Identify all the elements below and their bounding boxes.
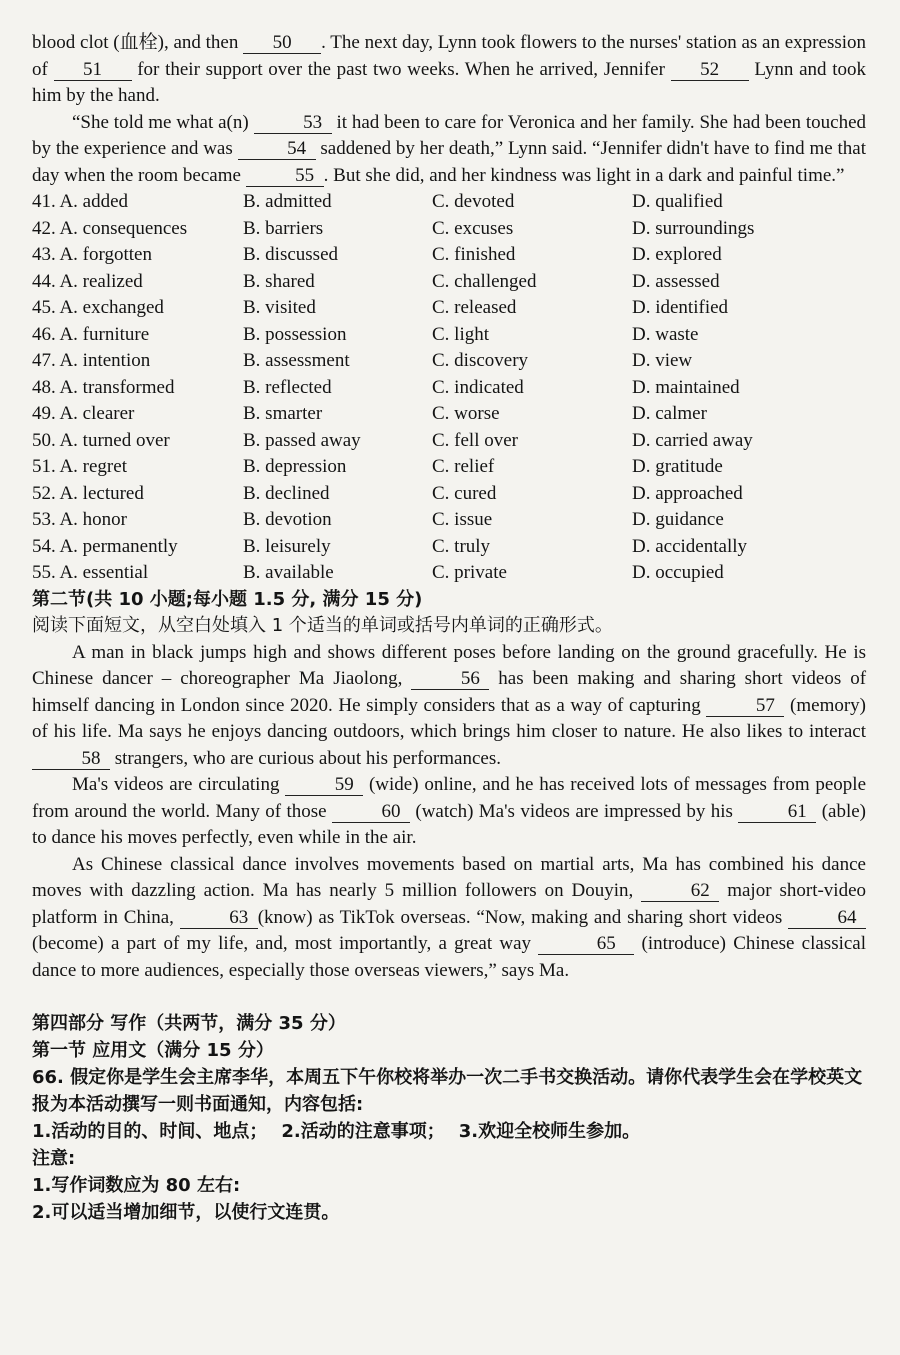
option-row xyxy=(32,216,866,243)
option-d: D. occupied xyxy=(632,562,724,583)
option-a: 47. A. intention xyxy=(32,350,151,371)
option-c: C. devoted xyxy=(432,191,515,212)
option-c: C. worse xyxy=(432,403,500,424)
option-a: 46. A. furniture xyxy=(32,323,150,345)
blank-58: 58 xyxy=(32,749,110,770)
blank-65: 65 xyxy=(538,934,634,955)
note-2: 2.可以适当增加细节，以使行文连贯。 xyxy=(32,1202,340,1223)
blank-51: 51 xyxy=(54,60,132,81)
option-b: B. visited xyxy=(243,297,316,318)
option-b: B. leisurely xyxy=(243,535,331,557)
passage1-paragraph1 xyxy=(32,30,866,110)
option-d: D. approached xyxy=(632,482,743,504)
option-b: B. available xyxy=(243,562,334,583)
option-d: D. maintained xyxy=(632,376,740,398)
question-66-requirements xyxy=(32,1118,866,1145)
blank-59: 59 xyxy=(285,775,363,796)
option-b: B. passed away xyxy=(243,429,361,451)
text: As Chinese classical dance involves movements based on martial arts, Ma has combined his dance moves with dazzling action. Ma has nearly 5 million followers on Douyin, xyxy=(32,853,866,901)
text: blood clot (血栓), and then xyxy=(32,32,239,53)
option-row xyxy=(32,295,866,322)
option-c: C. discovery xyxy=(432,350,529,371)
option-b: B. assessment xyxy=(243,350,350,371)
option-a: 53. A. honor xyxy=(32,509,127,530)
option-a: 50. A. turned over xyxy=(32,429,170,451)
blank-56: 56 xyxy=(411,669,489,690)
option-b: B. devotion xyxy=(243,509,332,530)
option-b: B. barriers xyxy=(243,217,324,239)
blank-60: 60 xyxy=(332,802,410,823)
option-d: D. view xyxy=(632,350,693,371)
passage2-paragraph2 xyxy=(32,772,866,852)
option-b: B. possession xyxy=(243,323,347,345)
option-b: B. shared xyxy=(243,270,315,292)
option-a: 48. A. transformed xyxy=(32,376,175,398)
option-a: 54. A. permanently xyxy=(32,535,178,557)
text: (introduce) Chinese classical dance to more audiences, especially those overseas viewers,” says Ma. xyxy=(32,933,867,981)
section2-instruction: 阅读下面短文，从空白处填入 1 个适当的单词或括号内单词的正确形式。 xyxy=(32,615,613,636)
option-row xyxy=(32,189,866,216)
note-heading: 注意: xyxy=(32,1148,76,1169)
option-c: C. fell over xyxy=(432,429,519,451)
option-d: D. explored xyxy=(632,244,722,265)
option-d: D. gratitude xyxy=(632,456,723,477)
option-a: 45. A. exchanged xyxy=(32,297,164,318)
blank-63: 63 xyxy=(180,908,258,929)
blank-53: 53 xyxy=(254,113,332,134)
text: for their support over the past two weeks. When he arrived, Jennifer xyxy=(137,58,665,80)
question-66: 66. 假定你是学生会主席李华，本周五下午你校将举办一次二手书交换活动。请你代表学生会在学校英文报为本活动撰写一则书面通知，内容包括: xyxy=(32,1067,863,1115)
option-a: 43. A. forgotten xyxy=(32,244,152,265)
option-row xyxy=(32,560,866,587)
option-c: C. indicated xyxy=(432,376,524,398)
passage1-paragraph2 xyxy=(32,110,866,190)
option-row xyxy=(32,428,866,455)
blank-62: 62 xyxy=(641,881,719,902)
option-c: C. challenged xyxy=(432,270,537,292)
option-row xyxy=(32,481,866,508)
part4-heading: 第四部分 写作（共两节，满分 35 分） xyxy=(32,1013,346,1034)
option-d: D. carried away xyxy=(632,429,753,451)
option-a: 44. A. realized xyxy=(32,270,143,292)
text: . But she did, and her kindness was light in a dark and painful time.” xyxy=(323,164,845,186)
option-c: C. released xyxy=(432,297,517,318)
option-d: D. surroundings xyxy=(632,217,755,239)
blank-61: 61 xyxy=(738,802,816,823)
option-a: 49. A. clearer xyxy=(32,403,135,424)
option-c: C. issue xyxy=(432,509,493,530)
option-row xyxy=(32,322,866,349)
option-a: 41. A. added xyxy=(32,191,129,212)
requirement-1: 1.活动的目的、时间、地点； xyxy=(32,1121,268,1142)
option-c: C. relief xyxy=(432,456,495,477)
blank-50: 50 xyxy=(243,33,321,54)
option-d: D. guidance xyxy=(632,509,724,530)
options-table xyxy=(32,189,866,587)
option-row xyxy=(32,534,866,561)
option-row xyxy=(32,454,866,481)
text: strangers, who are curious about his performances. xyxy=(114,747,501,769)
passage2-paragraph3 xyxy=(32,852,866,985)
option-a: 51. A. regret xyxy=(32,456,127,477)
text: . The next day, Lynn took flowers to the nurses' station as an expression of xyxy=(32,32,867,80)
option-b: B. smarter xyxy=(243,403,323,424)
option-row xyxy=(32,242,866,269)
option-b: B. depression xyxy=(243,456,347,477)
text: (memory) of his life. Ma says he enjoys dancing outdoors, which brings him closer to nature. He also likes to interact xyxy=(32,694,867,742)
option-b: B. reflected xyxy=(243,376,332,398)
text: (wide) online, and he has received lots of messages from people from around the world. Many of those xyxy=(32,774,867,822)
option-b: B. discussed xyxy=(243,244,338,265)
option-c: C. excuses xyxy=(432,217,514,239)
option-b: B. admitted xyxy=(243,191,332,212)
blank-52: 52 xyxy=(671,60,749,81)
option-c: C. private xyxy=(432,562,507,583)
text: it had been to care for Veronica and her family. She had been touched by the experience and was xyxy=(32,111,867,159)
passage2-paragraph1 xyxy=(32,640,866,773)
text: (become) a part of my life, and, most importantly, a great way xyxy=(32,933,532,954)
text: major short-video platform in China, xyxy=(32,880,867,928)
option-a: 55. A. essential xyxy=(32,562,149,583)
option-d: D. qualified xyxy=(632,191,723,212)
text: “She told me what a(n) xyxy=(72,111,249,133)
part4-section1-heading: 第一节 应用文（满分 15 分） xyxy=(32,1040,274,1061)
requirement-3: 3.欢迎全校师生参加。 xyxy=(458,1121,641,1142)
option-row xyxy=(32,269,866,296)
option-d: D. assessed xyxy=(632,270,720,292)
option-b: B. declined xyxy=(243,482,330,504)
option-d: D. identified xyxy=(632,297,729,318)
option-c: C. finished xyxy=(432,244,516,265)
text: A man in black jumps high and shows different poses before landing on the ground gracefully. He is Chinese dancer – choreographer Ma Jiaolong, xyxy=(32,641,866,689)
option-c: C. cured xyxy=(432,482,497,504)
text: saddened by her death,” Lynn said. “Jennifer didn't have to find me that day when the room became xyxy=(32,138,867,186)
option-row xyxy=(32,401,866,428)
option-row xyxy=(32,507,866,534)
text: (watch) Ma's videos are impressed by his xyxy=(415,800,733,822)
option-row xyxy=(32,375,866,402)
option-c: C. light xyxy=(432,323,490,345)
option-row xyxy=(32,348,866,375)
note-1: 1.写作词数应为 80 左右: xyxy=(32,1175,241,1196)
blank-55: 55 xyxy=(246,166,324,187)
option-a: 52. A. lectured xyxy=(32,482,144,504)
requirement-2: 2.活动的注意事项； xyxy=(281,1121,445,1142)
option-a: 42. A. consequences xyxy=(32,217,188,239)
text: Lynn and took him by the hand. xyxy=(32,58,866,106)
option-d: D. accidentally xyxy=(632,535,748,557)
text: (know) as TikTok overseas. “Now, making and sharing short videos xyxy=(257,906,783,928)
option-c: C. truly xyxy=(432,535,491,557)
blank-57: 57 xyxy=(706,696,784,717)
option-d: D. waste xyxy=(632,323,699,345)
text: has been making and sharing short videos of himself dancing in London since 2020. He simply considers that as a way of capturing xyxy=(32,668,867,716)
section-gap xyxy=(32,984,866,1010)
section2-heading: 第二节(共 10 小题;每小题 1.5 分, 满分 15 分) xyxy=(32,588,423,610)
option-d: D. calmer xyxy=(632,403,707,424)
text: (able) to dance his moves perfectly, even while in the air. xyxy=(32,800,866,848)
text: Ma's videos are circulating xyxy=(72,774,280,795)
blank-54: 54 xyxy=(238,139,316,160)
blank-64: 64 xyxy=(788,908,866,929)
